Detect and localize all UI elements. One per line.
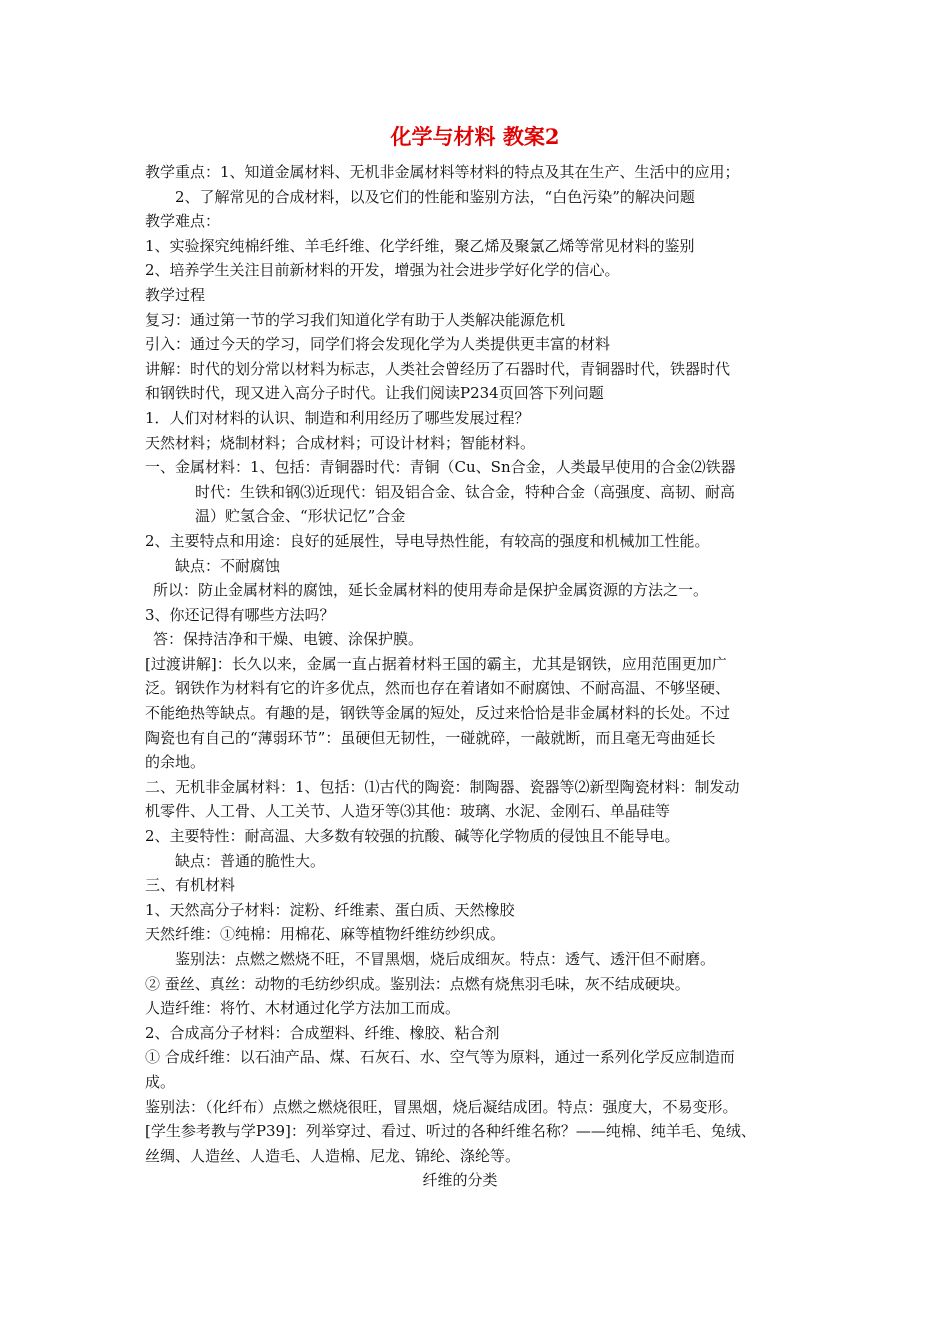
text-line: 2、主要特性：耐高温、大多数有较强的抗酸、碱等化学物质的侵蚀且不能导电。 xyxy=(145,827,680,846)
document-body xyxy=(145,160,815,1193)
text-line: 所以：防止金属材料的腐蚀，延长金属材料的使用寿命是保护金属资源的方法之一。 xyxy=(153,581,709,600)
text-line: 一、金属材料：1、包括：青铜器时代：青铜（Cu、Sn合金，人类最早使用的合金⑵铁器 xyxy=(145,458,736,477)
text-line: 教学重点：1、知道金属材料、无机非金属材料等材料的特点及其在生产、生活中的应用； xyxy=(145,163,740,181)
text-line: 人造纤维：将竹、木材通过化学方法加工而成。 xyxy=(145,999,461,1018)
text-line: ① 合成纤维：以石油产品、煤、石灰石、水、空气等为原料，通过一系列化学反应制造而 xyxy=(145,1048,735,1067)
text-line: 纤维的分类 xyxy=(422,1171,498,1190)
document-title: 化学与材料 教案2 xyxy=(390,124,560,149)
text-line: 不能绝热等缺点。有趣的是，钢铁等金属的短处，反过来恰恰是非金属材料的长处。不过 xyxy=(145,704,731,723)
text-line: 陶瓷也有自己的“薄弱环节”：虽硬但无韧性，一碰就碎，一敲就断，而且毫无弯曲延长 xyxy=(145,728,716,747)
text-line: 缺点：普通的脆性大。 xyxy=(175,851,326,870)
text-line: [过渡讲解]：长久以来，金属一直占据着材料王国的霸主，尤其是钢铁，应用范围更加广 xyxy=(145,654,727,673)
text-line: 答：保持洁净和干燥、电镀、涂保护膜。 xyxy=(153,630,424,649)
text-line: 缺点：不耐腐蚀 xyxy=(175,556,281,575)
text-line: [学生参考教与学P39]：列举穿过、看过、听过的各种纤维名称？——纯棉、纯羊毛、兔绒、 xyxy=(145,1122,756,1141)
text-line: 教学过程 xyxy=(145,285,206,304)
text-line: 天然纤维：①纯棉：用棉花、麻等植物纤维纺纱织成。 xyxy=(145,925,506,944)
text-line: 和钢铁时代，现又进入高分子时代。让我们阅读P234页回答下列问题 xyxy=(145,384,604,403)
text-line: 时代：生铁和钢⑶近现代：铝及铝合金、钛合金，特种合金（高强度、高韧、耐高 xyxy=(195,482,736,501)
text-line: 丝绸、人造丝、人造毛、人造棉、尼龙、锦纶、涤纶等。 xyxy=(145,1146,521,1165)
text-line: 1、天然高分子材料：淀粉、纤维素、蛋白质、天然橡胶 xyxy=(145,900,515,919)
text-line: 引入：通过今天的学习，同学们将会发现化学为人类提供更丰富的材料 xyxy=(145,335,611,354)
text-line: 的余地。 xyxy=(145,753,206,772)
text-line: 2、合成高分子材料：合成塑料、纤维、橡胶、粘合剂 xyxy=(145,1023,500,1042)
text-line: 鉴别法：点燃之燃烧不旺，不冒黑烟，烧后成细灰。特点：透气、透汗但不耐磨。 xyxy=(175,950,716,968)
text-line: ② 蚕丝、真丝：动物的毛纺纱织成。鉴别法：点燃有烧焦羽毛味，灰不结成硬块。 xyxy=(145,974,690,993)
text-line: 讲解：时代的划分常以材料为标志，人类社会曾经历了石器时代，青铜器时代，铁器时代 xyxy=(145,359,731,378)
text-line: 1、实验探究纯棉纤维、羊毛纤维、化学纤维，聚乙烯及聚氯乙烯等常见材料的鉴别 xyxy=(145,236,695,255)
text-line: 机零件、人工骨、人工关节、人造牙等⑶其他：玻璃、水泥、金刚石、单晶硅等 xyxy=(145,802,671,821)
text-line: 天然材料；烧制材料；合成材料；可设计材料；智能材料。 xyxy=(145,433,536,452)
text-line: 3、你还记得有哪些方法吗？ xyxy=(145,605,335,624)
text-line: 泛。钢铁作为材料有它的许多优点，然而也存在着诸如不耐腐蚀、不耐高温、不够坚硬、 xyxy=(145,679,731,698)
text-line: 2、主要特点和用途：良好的延展性，导电导热性能，有较高的强度和机械加工性能。 xyxy=(145,531,710,550)
text-line: 鉴别法：（化纤布）点燃之燃烧很旺，冒黑烟，烧后凝结成团。特点：强度大，不易变形。 xyxy=(145,1097,738,1116)
text-line: 二、无机非金属材料：1、包括：⑴古代的陶瓷：制陶器、瓷器等⑵新型陶瓷材料：制发动 xyxy=(145,777,740,796)
text-line: 温）贮氢合金、“形状记忆”合金 xyxy=(195,507,406,526)
text-line: 2、培养学生关注目前新材料的开发，增强为社会进步学好化学的信心。 xyxy=(145,261,620,280)
text-line: 教学难点： xyxy=(145,212,221,231)
text-line: 复习：通过第一节的学习我们知道化学有助于人类解决能源危机 xyxy=(145,310,566,329)
text-line: 1．人们对材料的认识、制造和利用经历了哪些发展过程？ xyxy=(145,408,530,427)
text-line: 成。 xyxy=(145,1072,176,1091)
text-line: 2、了解常见的合成材料，以及它们的性能和鉴别方法，“白色污染”的解决问题 xyxy=(175,187,695,206)
text-line: 三、有机材料 xyxy=(145,876,236,895)
